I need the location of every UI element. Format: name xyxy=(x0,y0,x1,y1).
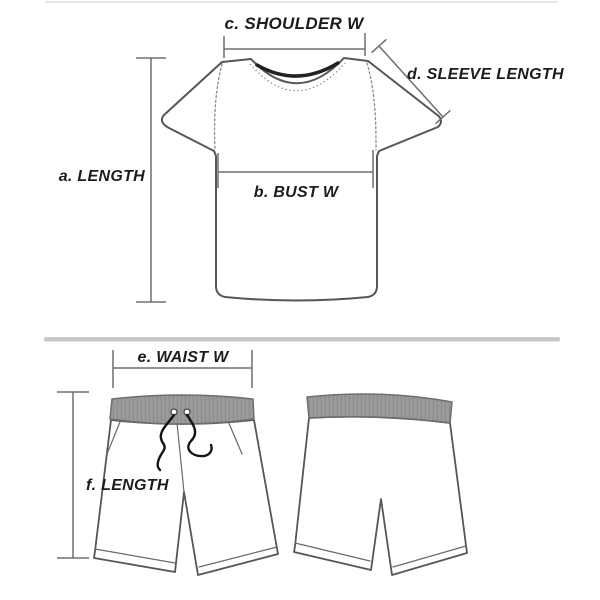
measurement-e-waist-w xyxy=(113,349,252,388)
label-d-sleeve-length: d. SLEEVE LENGTH xyxy=(407,66,564,83)
label-a-length: a. LENGTH xyxy=(58,168,145,185)
shorts-back-figure xyxy=(294,394,467,575)
shorts-front-body xyxy=(94,420,278,575)
measurement-c-shoulder-w xyxy=(224,14,365,58)
measure-line-f xyxy=(57,392,89,558)
shorts-front-waistband xyxy=(110,395,254,424)
tshirt-figure xyxy=(162,58,441,301)
label-e-waist-w: e. WAIST W xyxy=(137,349,229,366)
label-f-length: f. LENGTH xyxy=(86,477,169,494)
label-c-shoulder-w: c. SHOULDER W xyxy=(224,14,364,33)
tshirt-outline xyxy=(162,58,441,301)
measure-line-c xyxy=(224,33,365,58)
section-divider xyxy=(44,337,560,342)
top-faint-rule xyxy=(45,1,558,3)
measurement-a-length xyxy=(59,58,166,302)
shorts-back-body xyxy=(294,417,467,575)
label-b-bust-w: b. BUST W xyxy=(253,184,339,201)
